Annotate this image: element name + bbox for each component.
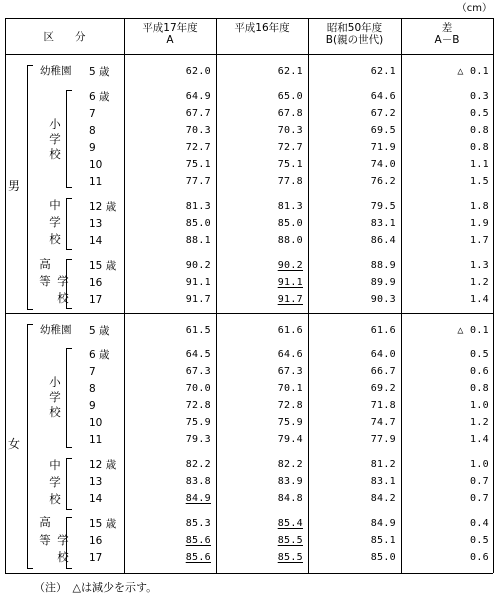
h16-cell: 75.9 bbox=[277, 417, 303, 428]
h17-cell: 70.3 bbox=[185, 125, 211, 136]
diff-cell: 0.5 bbox=[470, 349, 489, 360]
s50-cell: 79.5 bbox=[370, 201, 396, 212]
h17-cell: 91.7 bbox=[185, 294, 211, 305]
h16-cell: 91.7 bbox=[277, 294, 303, 305]
age-cell: 7 bbox=[89, 366, 96, 378]
h17-cell: 64.9 bbox=[185, 91, 211, 102]
age-cell: 10 bbox=[89, 417, 103, 429]
s50-cell: 64.0 bbox=[370, 349, 396, 360]
diff-cell: 0.8 bbox=[470, 125, 489, 136]
age-cell: 8 bbox=[89, 125, 96, 137]
s50-cell: 62.1 bbox=[370, 66, 396, 77]
age-cell: 7 bbox=[89, 108, 96, 120]
h17-cell: 64.5 bbox=[185, 349, 211, 360]
h16-cell: 67.8 bbox=[277, 108, 303, 119]
h16-cell: 84.8 bbox=[277, 493, 303, 504]
h16-cell: 81.3 bbox=[277, 201, 303, 212]
s50-cell: 84.9 bbox=[370, 518, 396, 529]
h16-cell: 88.0 bbox=[277, 235, 303, 246]
s50-cell: 83.1 bbox=[370, 476, 396, 487]
diff-cell: 1.0 bbox=[470, 400, 489, 411]
female-kindergarten-label: 幼稚園 bbox=[40, 324, 72, 336]
h16-cell: 70.3 bbox=[277, 125, 303, 136]
s50-cell: 76.2 bbox=[370, 176, 396, 187]
h17-cell: 82.2 bbox=[185, 459, 211, 470]
diff-cell: 1.8 bbox=[470, 201, 489, 212]
header-kubun: 区 分 bbox=[43, 31, 86, 43]
s50-cell: 74.0 bbox=[370, 159, 396, 170]
h17-cell: 77.7 bbox=[185, 176, 211, 187]
age-cell: 11 bbox=[89, 434, 103, 446]
h17-cell: 85.0 bbox=[185, 218, 211, 229]
diff-cell: 1.2 bbox=[470, 417, 489, 428]
h17-cell: 90.2 bbox=[185, 260, 211, 271]
diff-cell: △ 0.1 bbox=[457, 325, 489, 336]
age-cell: 17 bbox=[89, 294, 103, 306]
s50-cell: 85.0 bbox=[370, 552, 396, 563]
s50-cell: 69.5 bbox=[370, 125, 396, 136]
h17-cell: 79.3 bbox=[185, 434, 211, 445]
h16-cell: 62.1 bbox=[277, 66, 303, 77]
diff-cell: 1.4 bbox=[470, 434, 489, 445]
h17-cell: 85.3 bbox=[185, 518, 211, 529]
diff-cell: 0.8 bbox=[470, 383, 489, 394]
h17-cell: 88.1 bbox=[185, 235, 211, 246]
diff-cell: 0.8 bbox=[470, 142, 489, 153]
h16-cell: 85.5 bbox=[277, 535, 303, 546]
age-cell: 13 bbox=[89, 476, 103, 488]
s50-cell: 71.8 bbox=[370, 400, 396, 411]
s50-cell: 83.1 bbox=[370, 218, 396, 229]
age-cell: 11 bbox=[89, 176, 103, 188]
age-cell: 12 歳 bbox=[89, 201, 117, 213]
h17-cell: 75.9 bbox=[185, 417, 211, 428]
h16-cell: 77.8 bbox=[277, 176, 303, 187]
header-h17-line2: A bbox=[166, 34, 174, 47]
h16-cell: 85.4 bbox=[277, 518, 303, 529]
header-diff-line1: 差 bbox=[441, 22, 453, 34]
h16-cell: 65.0 bbox=[277, 91, 303, 102]
diff-cell: 1.2 bbox=[470, 277, 489, 288]
h17-cell: 62.0 bbox=[185, 66, 211, 77]
age-cell: 17 bbox=[89, 552, 103, 564]
female-label: 女 bbox=[8, 437, 21, 451]
s50-cell: 69.2 bbox=[370, 383, 396, 394]
h16-cell: 90.2 bbox=[277, 260, 303, 271]
h17-cell: 84.9 bbox=[185, 493, 211, 504]
diff-cell: 0.4 bbox=[470, 518, 489, 529]
h17-cell: 67.3 bbox=[185, 366, 211, 377]
age-cell: 16 bbox=[89, 277, 103, 289]
s50-cell: 64.6 bbox=[370, 91, 396, 102]
age-cell: 15 歳 bbox=[89, 260, 117, 272]
s50-cell: 74.7 bbox=[370, 417, 396, 428]
age-cell: 9 bbox=[89, 400, 96, 412]
h17-cell: 85.6 bbox=[185, 535, 211, 546]
diff-cell: 1.3 bbox=[470, 260, 489, 271]
age-cell: 13 bbox=[89, 218, 103, 230]
h16-cell: 72.7 bbox=[277, 142, 303, 153]
header-h17 bbox=[124, 22, 216, 46]
s50-cell: 81.2 bbox=[370, 459, 396, 470]
age-cell: 14 bbox=[89, 235, 103, 247]
h17-cell: 85.6 bbox=[185, 552, 211, 563]
diff-cell: 0.7 bbox=[470, 476, 489, 487]
diff-cell: 1.5 bbox=[470, 176, 489, 187]
s50-cell: 84.2 bbox=[370, 493, 396, 504]
s50-cell: 89.9 bbox=[370, 277, 396, 288]
diff-cell: 0.7 bbox=[470, 493, 489, 504]
h16-cell: 72.8 bbox=[277, 400, 303, 411]
diff-cell: 0.6 bbox=[470, 366, 489, 377]
age-cell: 16 bbox=[89, 535, 103, 547]
h17-cell: 81.3 bbox=[185, 201, 211, 212]
h17-cell: 75.1 bbox=[185, 159, 211, 170]
s50-cell: 71.9 bbox=[370, 142, 396, 153]
header-h16: 平成16年度 bbox=[234, 22, 290, 34]
h16-cell: 70.1 bbox=[277, 383, 303, 394]
age-cell: 12 歳 bbox=[89, 459, 117, 471]
h17-cell: 83.8 bbox=[185, 476, 211, 487]
h17-cell: 70.0 bbox=[185, 383, 211, 394]
header-s50-line2: B(親の世代) bbox=[325, 34, 384, 47]
s50-cell: 77.9 bbox=[370, 434, 396, 445]
male-label: 男 bbox=[8, 179, 21, 193]
s50-cell: 88.9 bbox=[370, 260, 396, 271]
age-cell: 6 歳 bbox=[89, 349, 110, 361]
diff-cell: △ 0.1 bbox=[457, 66, 489, 77]
h17-cell: 72.7 bbox=[185, 142, 211, 153]
s50-cell: 67.2 bbox=[370, 108, 396, 119]
age-cell: 10 bbox=[89, 159, 103, 171]
h16-cell: 67.3 bbox=[277, 366, 303, 377]
h17-cell: 72.8 bbox=[185, 400, 211, 411]
unit-label: （cm） bbox=[456, 3, 492, 14]
diff-cell: 1.0 bbox=[470, 459, 489, 470]
h16-cell: 83.9 bbox=[277, 476, 303, 487]
h16-cell: 85.0 bbox=[277, 218, 303, 229]
h17-cell: 91.1 bbox=[185, 277, 211, 288]
diff-cell: 0.3 bbox=[470, 91, 489, 102]
diff-cell: 1.9 bbox=[470, 218, 489, 229]
s50-cell: 85.1 bbox=[370, 535, 396, 546]
footnote: （注） △は減少を示す。 bbox=[34, 581, 158, 594]
diff-cell: 0.6 bbox=[470, 552, 489, 563]
age-cell: 8 bbox=[89, 383, 96, 395]
h16-cell: 91.1 bbox=[277, 277, 303, 288]
diff-cell: 0.5 bbox=[470, 535, 489, 546]
h17-cell: 67.7 bbox=[185, 108, 211, 119]
h16-cell: 85.5 bbox=[277, 552, 303, 563]
h16-cell: 75.1 bbox=[277, 159, 303, 170]
age-cell: 5 歳 bbox=[89, 325, 110, 337]
age-cell: 6 歳 bbox=[89, 91, 110, 103]
header-diff-line2: A－B bbox=[434, 34, 460, 47]
age-cell: 9 bbox=[89, 142, 96, 154]
header-s50 bbox=[308, 22, 401, 46]
h16-cell: 64.6 bbox=[277, 349, 303, 360]
age-cell: 15 歳 bbox=[89, 518, 117, 530]
header-s50-line1: 昭和50年度 bbox=[326, 22, 383, 34]
s50-cell: 86.4 bbox=[370, 235, 396, 246]
diff-cell: 1.4 bbox=[470, 294, 489, 305]
s50-cell: 90.3 bbox=[370, 294, 396, 305]
male-kindergarten-label: 幼稚園 bbox=[40, 65, 72, 77]
h16-cell: 79.4 bbox=[277, 434, 303, 445]
h16-cell: 61.6 bbox=[277, 325, 303, 336]
header-h17-line1: 平成17年度 bbox=[142, 22, 198, 34]
diff-cell: 1.7 bbox=[470, 235, 489, 246]
age-cell: 14 bbox=[89, 493, 103, 505]
s50-cell: 61.6 bbox=[370, 325, 396, 336]
header-diff bbox=[401, 22, 493, 46]
age-cell: 5 歳 bbox=[89, 66, 110, 78]
h17-cell: 61.5 bbox=[185, 325, 211, 336]
diff-cell: 0.5 bbox=[470, 108, 489, 119]
h16-cell: 82.2 bbox=[277, 459, 303, 470]
diff-cell: 1.1 bbox=[470, 159, 489, 170]
s50-cell: 66.7 bbox=[370, 366, 396, 377]
